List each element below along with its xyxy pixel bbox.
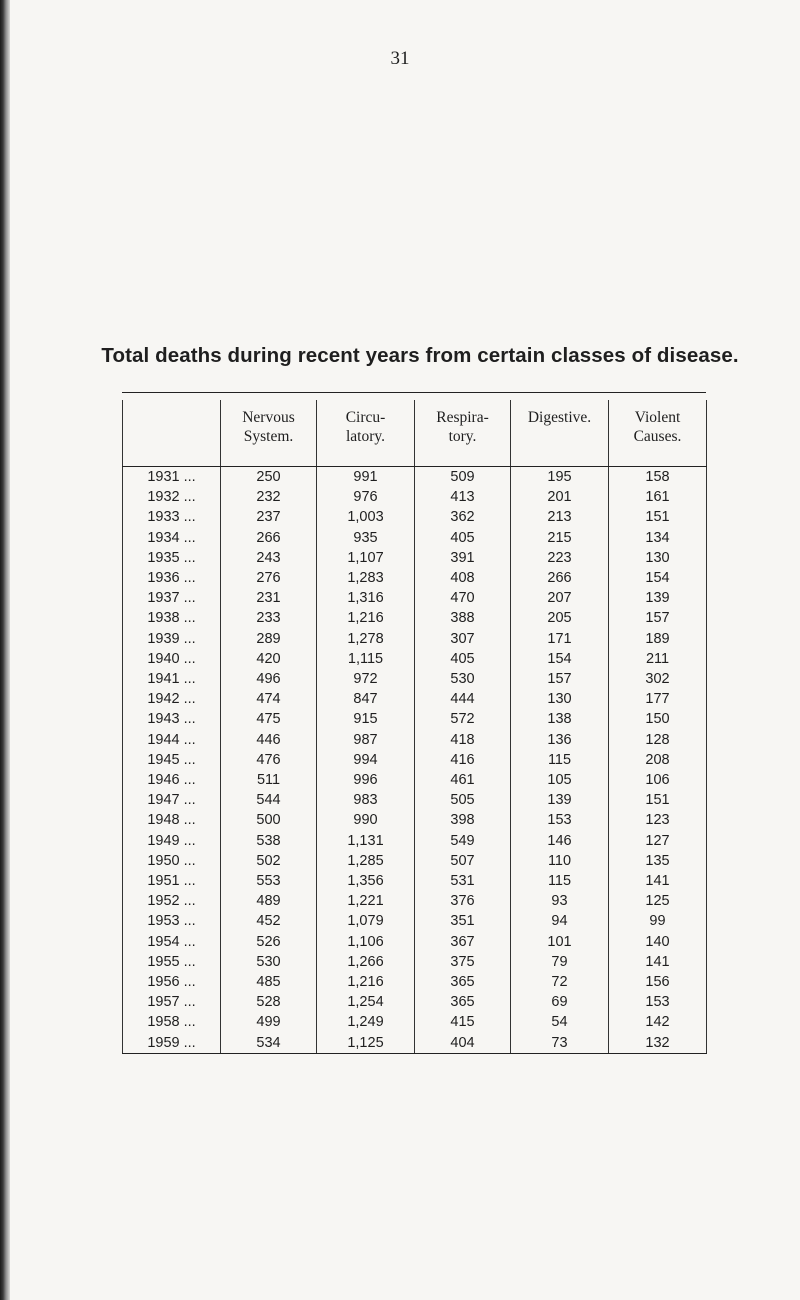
cell-circulatory: 1,356 — [317, 871, 415, 891]
cell-respiratory: 444 — [415, 689, 511, 709]
cell-digestive: 72 — [511, 972, 609, 992]
cell-violent-causes: 158 — [609, 467, 707, 488]
cell-nervous-system: 420 — [221, 649, 317, 669]
cell-year: 1959 ... — [123, 1033, 221, 1054]
column-header-year — [123, 400, 221, 467]
table-row — [123, 649, 707, 669]
cell-nervous-system: 526 — [221, 932, 317, 952]
cell-year: 1947 ... — [123, 790, 221, 810]
cell-year: 1956 ... — [123, 972, 221, 992]
table-row — [123, 770, 707, 790]
cell-digestive: 205 — [511, 608, 609, 628]
cell-violent-causes: 208 — [609, 750, 707, 770]
table-row — [123, 730, 707, 750]
cell-year: 1951 ... — [123, 871, 221, 891]
cell-respiratory: 418 — [415, 730, 511, 750]
cell-respiratory: 531 — [415, 871, 511, 891]
cell-respiratory: 572 — [415, 709, 511, 729]
cell-violent-causes: 139 — [609, 588, 707, 608]
cell-violent-causes: 153 — [609, 992, 707, 1012]
cell-respiratory: 413 — [415, 487, 511, 507]
cell-digestive: 146 — [511, 831, 609, 851]
cell-year: 1952 ... — [123, 891, 221, 911]
cell-year: 1953 ... — [123, 911, 221, 931]
cell-year: 1957 ... — [123, 992, 221, 1012]
cell-digestive: 266 — [511, 568, 609, 588]
cell-circulatory: 1,079 — [317, 911, 415, 931]
cell-circulatory: 1,107 — [317, 548, 415, 568]
column-header-violent-causes — [609, 400, 707, 467]
cell-year: 1940 ... — [123, 649, 221, 669]
cell-year: 1938 ... — [123, 608, 221, 628]
cell-digestive: 215 — [511, 528, 609, 548]
table-row — [123, 871, 707, 891]
table-row — [123, 608, 707, 628]
column-header-circulatory — [317, 400, 415, 467]
cell-circulatory: 1,249 — [317, 1012, 415, 1032]
table-row — [123, 689, 707, 709]
cell-circulatory: 1,266 — [317, 952, 415, 972]
cell-circulatory: 1,254 — [317, 992, 415, 1012]
cell-circulatory: 976 — [317, 487, 415, 507]
cell-circulatory: 1,285 — [317, 851, 415, 871]
column-header-line1: Violent — [634, 409, 681, 426]
table-row — [123, 932, 707, 952]
cell-nervous-system: 496 — [221, 669, 317, 689]
cell-violent-causes: 135 — [609, 851, 707, 871]
cell-violent-causes: 177 — [609, 689, 707, 709]
cell-circulatory: 847 — [317, 689, 415, 709]
cell-respiratory: 530 — [415, 669, 511, 689]
cell-respiratory: 388 — [415, 608, 511, 628]
cell-digestive: 195 — [511, 467, 609, 488]
cell-nervous-system: 528 — [221, 992, 317, 1012]
cell-violent-causes: 132 — [609, 1033, 707, 1054]
cell-digestive: 157 — [511, 669, 609, 689]
cell-year: 1948 ... — [123, 810, 221, 830]
table-row — [123, 790, 707, 810]
book-binding-edge — [0, 0, 10, 1300]
cell-respiratory: 362 — [415, 507, 511, 527]
cell-year: 1958 ... — [123, 1012, 221, 1032]
cell-violent-causes: 150 — [609, 709, 707, 729]
cell-digestive: 130 — [511, 689, 609, 709]
cell-digestive: 201 — [511, 487, 609, 507]
cell-nervous-system: 237 — [221, 507, 317, 527]
cell-violent-causes: 99 — [609, 911, 707, 931]
cell-digestive: 171 — [511, 629, 609, 649]
cell-respiratory: 505 — [415, 790, 511, 810]
table-row — [123, 528, 707, 548]
cell-year: 1934 ... — [123, 528, 221, 548]
table-row — [123, 750, 707, 770]
cell-circulatory: 972 — [317, 669, 415, 689]
cell-nervous-system: 502 — [221, 851, 317, 871]
table-row — [123, 851, 707, 871]
cell-year: 1939 ... — [123, 629, 221, 649]
cell-nervous-system: 530 — [221, 952, 317, 972]
table-row — [123, 467, 707, 488]
cell-nervous-system: 289 — [221, 629, 317, 649]
cell-circulatory: 1,283 — [317, 568, 415, 588]
cell-year: 1932 ... — [123, 487, 221, 507]
cell-circulatory: 1,106 — [317, 932, 415, 952]
cell-digestive: 105 — [511, 770, 609, 790]
cell-nervous-system: 511 — [221, 770, 317, 790]
cell-circulatory: 991 — [317, 467, 415, 488]
cell-digestive: 138 — [511, 709, 609, 729]
cell-circulatory: 990 — [317, 810, 415, 830]
cell-respiratory: 404 — [415, 1033, 511, 1054]
cell-circulatory: 994 — [317, 750, 415, 770]
cell-violent-causes: 127 — [609, 831, 707, 851]
cell-respiratory: 408 — [415, 568, 511, 588]
column-header-line2: System. — [243, 428, 294, 445]
column-header-line1: Circu- — [345, 409, 386, 426]
column-header-line2: tory. — [448, 428, 477, 445]
cell-digestive: 93 — [511, 891, 609, 911]
cell-digestive: 94 — [511, 911, 609, 931]
table-row — [123, 487, 707, 507]
cell-respiratory: 509 — [415, 467, 511, 488]
cell-digestive: 54 — [511, 1012, 609, 1032]
column-header-line1: Nervous — [242, 409, 295, 426]
table-body — [123, 467, 707, 1054]
cell-violent-causes: 130 — [609, 548, 707, 568]
cell-circulatory: 987 — [317, 730, 415, 750]
cell-respiratory: 307 — [415, 629, 511, 649]
cell-circulatory: 1,216 — [317, 608, 415, 628]
cell-respiratory: 415 — [415, 1012, 511, 1032]
table-row — [123, 891, 707, 911]
cell-circulatory: 996 — [317, 770, 415, 790]
cell-violent-causes: 189 — [609, 629, 707, 649]
cell-nervous-system: 452 — [221, 911, 317, 931]
cell-respiratory: 376 — [415, 891, 511, 911]
cell-digestive: 101 — [511, 932, 609, 952]
cell-circulatory: 1,131 — [317, 831, 415, 851]
cell-year: 1954 ... — [123, 932, 221, 952]
cell-nervous-system: 500 — [221, 810, 317, 830]
cell-digestive: 139 — [511, 790, 609, 810]
cell-circulatory: 1,316 — [317, 588, 415, 608]
cell-year: 1931 ... — [123, 467, 221, 488]
table-row — [123, 507, 707, 527]
table-row — [123, 1033, 707, 1054]
cell-respiratory: 365 — [415, 992, 511, 1012]
header-row — [123, 400, 707, 467]
cell-violent-causes: 128 — [609, 730, 707, 750]
table-row — [123, 669, 707, 689]
cell-circulatory: 1,125 — [317, 1033, 415, 1054]
cell-year: 1936 ... — [123, 568, 221, 588]
cell-circulatory: 1,115 — [317, 649, 415, 669]
cell-nervous-system: 233 — [221, 608, 317, 628]
cell-nervous-system: 499 — [221, 1012, 317, 1032]
cell-nervous-system: 475 — [221, 709, 317, 729]
table-row — [123, 629, 707, 649]
cell-violent-causes: 302 — [609, 669, 707, 689]
cell-respiratory: 365 — [415, 972, 511, 992]
cell-digestive: 153 — [511, 810, 609, 830]
cell-respiratory: 398 — [415, 810, 511, 830]
cell-digestive: 223 — [511, 548, 609, 568]
cell-violent-causes: 161 — [609, 487, 707, 507]
cell-nervous-system: 476 — [221, 750, 317, 770]
cell-year: 1949 ... — [123, 831, 221, 851]
cell-year: 1950 ... — [123, 851, 221, 871]
cell-year: 1941 ... — [123, 669, 221, 689]
table-top-rule — [122, 392, 706, 393]
cell-respiratory: 549 — [415, 831, 511, 851]
cell-circulatory: 935 — [317, 528, 415, 548]
cell-digestive: 69 — [511, 992, 609, 1012]
column-header-line1: Digestive. — [527, 409, 592, 426]
cell-nervous-system: 538 — [221, 831, 317, 851]
cell-nervous-system: 446 — [221, 730, 317, 750]
column-header-nervous-system — [221, 400, 317, 467]
cell-respiratory: 391 — [415, 548, 511, 568]
cell-year: 1955 ... — [123, 952, 221, 972]
cell-digestive: 213 — [511, 507, 609, 527]
cell-year: 1944 ... — [123, 730, 221, 750]
cell-respiratory: 416 — [415, 750, 511, 770]
cell-respiratory: 405 — [415, 528, 511, 548]
cell-digestive: 154 — [511, 649, 609, 669]
cell-violent-causes: 151 — [609, 790, 707, 810]
cell-respiratory: 461 — [415, 770, 511, 790]
cell-violent-causes: 156 — [609, 972, 707, 992]
cell-nervous-system: 489 — [221, 891, 317, 911]
cell-circulatory: 1,278 — [317, 629, 415, 649]
cell-respiratory: 470 — [415, 588, 511, 608]
cell-violent-causes: 141 — [609, 952, 707, 972]
cell-year: 1942 ... — [123, 689, 221, 709]
page-number: 31 — [390, 48, 410, 69]
cell-year: 1943 ... — [123, 709, 221, 729]
deaths-table — [122, 400, 707, 1054]
cell-nervous-system: 553 — [221, 871, 317, 891]
column-header-line1: Respira- — [436, 409, 489, 426]
cell-digestive: 115 — [511, 871, 609, 891]
table-title: Total deaths during recent years from certain classes of disease. — [101, 344, 739, 367]
cell-circulatory: 983 — [317, 790, 415, 810]
cell-digestive: 207 — [511, 588, 609, 608]
table-row — [123, 952, 707, 972]
cell-circulatory: 915 — [317, 709, 415, 729]
cell-digestive: 79 — [511, 952, 609, 972]
cell-respiratory: 507 — [415, 851, 511, 871]
column-header-line2: latory. — [345, 428, 386, 445]
cell-violent-causes: 140 — [609, 932, 707, 952]
cell-respiratory: 405 — [415, 649, 511, 669]
cell-year: 1935 ... — [123, 548, 221, 568]
cell-year: 1946 ... — [123, 770, 221, 790]
table-row — [123, 911, 707, 931]
cell-nervous-system: 534 — [221, 1033, 317, 1054]
cell-violent-causes: 151 — [609, 507, 707, 527]
table-row — [123, 810, 707, 830]
cell-nervous-system: 474 — [221, 689, 317, 709]
cell-violent-causes: 134 — [609, 528, 707, 548]
cell-violent-causes: 142 — [609, 1012, 707, 1032]
column-header-respiratory — [415, 400, 511, 467]
cell-year: 1937 ... — [123, 588, 221, 608]
cell-circulatory: 1,216 — [317, 972, 415, 992]
cell-violent-causes: 106 — [609, 770, 707, 790]
table-row — [123, 709, 707, 729]
cell-nervous-system: 231 — [221, 588, 317, 608]
cell-circulatory: 1,003 — [317, 507, 415, 527]
cell-respiratory: 367 — [415, 932, 511, 952]
cell-digestive: 110 — [511, 851, 609, 871]
cell-nervous-system: 250 — [221, 467, 317, 488]
cell-digestive: 136 — [511, 730, 609, 750]
table-row — [123, 992, 707, 1012]
table-row — [123, 588, 707, 608]
cell-nervous-system: 266 — [221, 528, 317, 548]
cell-violent-causes: 154 — [609, 568, 707, 588]
cell-nervous-system: 544 — [221, 790, 317, 810]
cell-nervous-system: 276 — [221, 568, 317, 588]
cell-violent-causes: 123 — [609, 810, 707, 830]
cell-digestive: 73 — [511, 1033, 609, 1054]
cell-violent-causes: 141 — [609, 871, 707, 891]
cell-violent-causes: 211 — [609, 649, 707, 669]
cell-respiratory: 375 — [415, 952, 511, 972]
table-row — [123, 568, 707, 588]
column-header-line2: Causes. — [633, 428, 682, 445]
cell-digestive: 115 — [511, 750, 609, 770]
cell-respiratory: 351 — [415, 911, 511, 931]
cell-circulatory: 1,221 — [317, 891, 415, 911]
cell-nervous-system: 485 — [221, 972, 317, 992]
cell-nervous-system: 232 — [221, 487, 317, 507]
cell-violent-causes: 157 — [609, 608, 707, 628]
cell-year: 1945 ... — [123, 750, 221, 770]
cell-year: 1933 ... — [123, 507, 221, 527]
column-header-digestive — [511, 400, 609, 467]
table-row — [123, 548, 707, 568]
table-row — [123, 831, 707, 851]
cell-nervous-system: 243 — [221, 548, 317, 568]
table-row — [123, 1012, 707, 1032]
cell-violent-causes: 125 — [609, 891, 707, 911]
table-row — [123, 972, 707, 992]
